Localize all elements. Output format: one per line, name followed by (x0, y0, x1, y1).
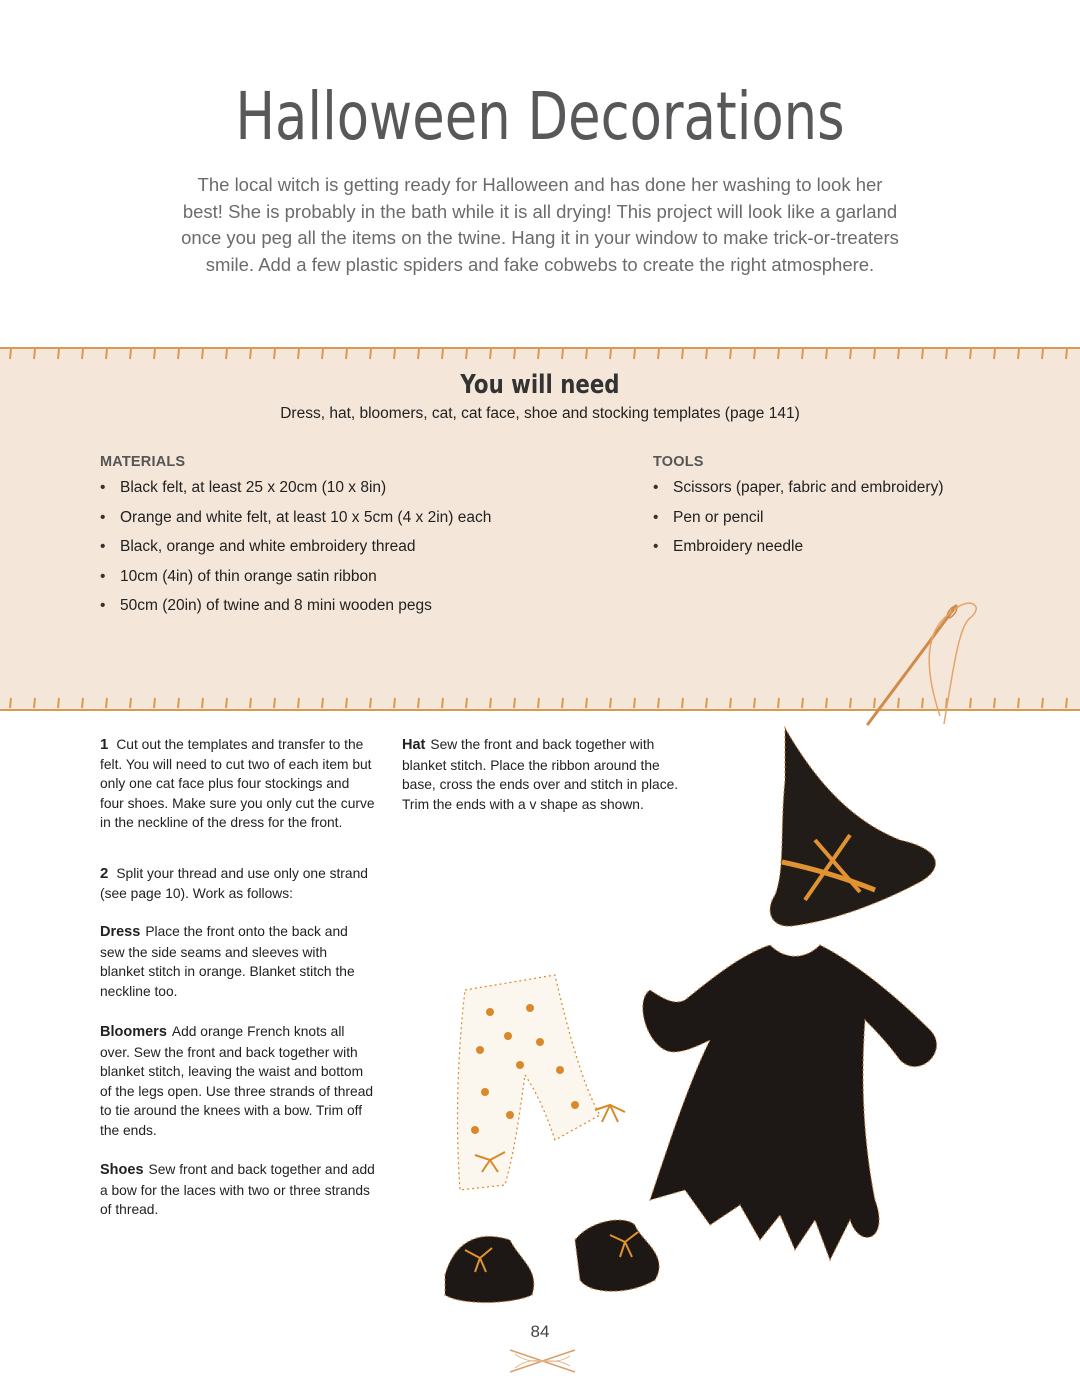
templates-note: Dress, hat, bloomers, cat, cat face, shoe and stocking templates (page 141) (280, 405, 800, 422)
bloomers-instructions (100, 1022, 378, 1140)
stitch-mark (994, 698, 995, 708)
stitch-mark (514, 698, 515, 708)
list-item: • Embroidery needle (653, 537, 1013, 567)
tools-heading: TOOLS (653, 454, 704, 470)
stitch-mark (682, 349, 683, 359)
stitch-mark (1018, 349, 1019, 359)
stitch-mark (130, 698, 131, 708)
stitch-mark (730, 349, 731, 359)
you-will-need-heading: You will need (460, 370, 620, 400)
stitch-mark (466, 349, 467, 359)
stitch-mark (466, 698, 467, 708)
stitch-mark (658, 698, 659, 708)
stitch-mark (850, 349, 851, 359)
dress-instructions (100, 922, 375, 1001)
shoes-label: Shoes (100, 1162, 144, 1178)
stitch-mark (442, 349, 443, 359)
stitch-mark (322, 698, 323, 708)
stitch-mark (658, 349, 659, 359)
stitch-mark (586, 698, 587, 708)
stitch-mark (346, 349, 347, 359)
bloomers-text: Add orange French knots all over. Sew the front and back together with blanket stitch, leaving the waist and bottom of the legs open. Use three strands of thread to tie around the knees with a bow. Trim off the ends. (100, 1024, 374, 1138)
stitch-mark (202, 698, 203, 708)
stitch-mark (370, 698, 371, 708)
step-number: 2 (100, 865, 109, 882)
stitch-mark (34, 698, 35, 708)
stitch-mark (394, 349, 395, 359)
felt-witch-clothes-photo (420, 720, 1000, 1320)
materials-list (100, 478, 620, 626)
stitch-mark (562, 349, 563, 359)
stitch-mark (634, 698, 635, 708)
stitch-mark (370, 349, 371, 359)
stitch-mark (970, 349, 971, 359)
list-item: • Orange and white felt, at least 10 x 5cm (4 x 2in) each (100, 508, 620, 538)
stitch-mark (58, 349, 59, 359)
bloomers-label: Bloomers (100, 1024, 167, 1040)
stitch-mark (226, 349, 227, 359)
stitch-mark (106, 698, 107, 708)
stitch-mark (850, 698, 851, 708)
materials-heading: MATERIALS (100, 454, 186, 470)
stitch-mark (250, 349, 251, 359)
stitch-border-top (0, 347, 1080, 361)
tools-list (653, 478, 1013, 567)
step-1 (100, 735, 375, 833)
needle-thread-icon (860, 596, 990, 731)
stitch-mark (754, 698, 755, 708)
crossed-needles-icon (505, 1344, 580, 1378)
stitch-mark (610, 698, 611, 708)
step-text: Cut out the templates and transfer to the felt. You will need to cut two of each item but only one cat face plus four stockings and four shoes. Make sure you only cut the curve in the neckline of the dress for the front. (100, 737, 375, 830)
stitch-mark (562, 698, 563, 708)
stitch-mark (178, 698, 179, 708)
stitch-mark (10, 349, 11, 359)
stitch-mark (490, 349, 491, 359)
shoes-text: Sew front and back together and add a bow for the laces with two or three strands of thread. (100, 1162, 375, 1217)
stitch-mark (754, 349, 755, 359)
intro-paragraph: The local witch is getting ready for Halloween and has done her washing to look her best! She is probably in the bath while it is all drying! This project will look like a garland once you peg all the items on the twine. Hang it in your window to make trick-or-treaters smile. Add a few plastic spiders and fake cobwebs to create the right atmosphere. (181, 174, 899, 275)
page-number: 84 (530, 1322, 550, 1341)
stitch-mark (778, 349, 779, 359)
stitch-mark (322, 349, 323, 359)
stitch-mark (898, 349, 899, 359)
stitch-mark (106, 349, 107, 359)
stitch-mark (82, 349, 83, 359)
stitch-mark (1042, 698, 1043, 708)
stitch-mark (154, 349, 155, 359)
stitch-mark (994, 349, 995, 359)
stitch-mark (10, 698, 11, 708)
shoes-instructions (100, 1160, 375, 1220)
stitch-mark (778, 698, 779, 708)
stitch-mark (706, 698, 707, 708)
page-title: Halloween Decorations (235, 78, 845, 155)
stitch-mark (178, 349, 179, 359)
stitch-mark (538, 698, 539, 708)
stitch-mark (130, 349, 131, 359)
stitch-mark (298, 698, 299, 708)
stitch-mark (634, 349, 635, 359)
stitch-mark (610, 349, 611, 359)
stitch-mark (1042, 349, 1043, 359)
stitch-mark (826, 698, 827, 708)
stitch-mark (1018, 698, 1019, 708)
bloomers (458, 975, 625, 1190)
stitch-mark (418, 698, 419, 708)
dress-label: Dress (100, 924, 141, 940)
hat-text: Sew the front and back together with blanket stitch. Place the ribbon around the base, cross the ends over and stitch in place. Trim the ends with a v shape as shown. (402, 737, 679, 812)
stitch-mark (274, 698, 275, 708)
hat-label: Hat (402, 737, 426, 753)
list-item: • Pen or pencil (653, 508, 1013, 538)
stitch-mark (34, 349, 35, 359)
stitch-mark (730, 698, 731, 708)
stitch-mark (946, 349, 947, 359)
witch-dress (643, 945, 937, 1260)
step-2 (100, 864, 375, 903)
stitch-mark (586, 349, 587, 359)
stitch-mark (490, 698, 491, 708)
shoes (445, 1220, 659, 1303)
stitch-mark (346, 698, 347, 708)
dress-text: Place the front onto the back and sew the side seams and sleeves with blanket stitch in orange. Blanket stitch the neckline too. (100, 924, 355, 999)
witch-hat (770, 728, 935, 926)
stitch-mark (202, 349, 203, 359)
list-item: • 50cm (20in) of twine and 8 mini wooden pegs (100, 596, 620, 626)
list-item: • 10cm (4in) of thin orange satin ribbon (100, 567, 620, 597)
stitch-mark (802, 698, 803, 708)
stitch-mark (298, 349, 299, 359)
list-item: • Black felt, at least 25 x 20cm (10 x 8in) (100, 478, 620, 508)
stitch-mark (442, 698, 443, 708)
step-text: Split your thread and use only one strand (see page 10). Work as follows: (100, 866, 368, 901)
stitch-mark (682, 698, 683, 708)
stitch-mark (874, 349, 875, 359)
list-item: • Black, orange and white embroidery thread (100, 537, 620, 567)
step-number: 1 (100, 736, 109, 753)
list-item: • Scissors (paper, fabric and embroidery) (653, 478, 1013, 508)
stitch-mark (514, 349, 515, 359)
stitch-mark (250, 698, 251, 708)
stitch-mark (706, 349, 707, 359)
stitch-mark (226, 698, 227, 708)
stitch-mark (538, 349, 539, 359)
stitch-mark (394, 698, 395, 708)
stitch-mark (1066, 349, 1067, 359)
stitch-mark (82, 698, 83, 708)
stitch-mark (1066, 698, 1067, 708)
stitch-mark (826, 349, 827, 359)
stitch-mark (802, 349, 803, 359)
stitch-mark (58, 698, 59, 708)
stitch-mark (922, 349, 923, 359)
stitch-mark (154, 698, 155, 708)
stitch-mark (418, 349, 419, 359)
stitch-mark (274, 349, 275, 359)
